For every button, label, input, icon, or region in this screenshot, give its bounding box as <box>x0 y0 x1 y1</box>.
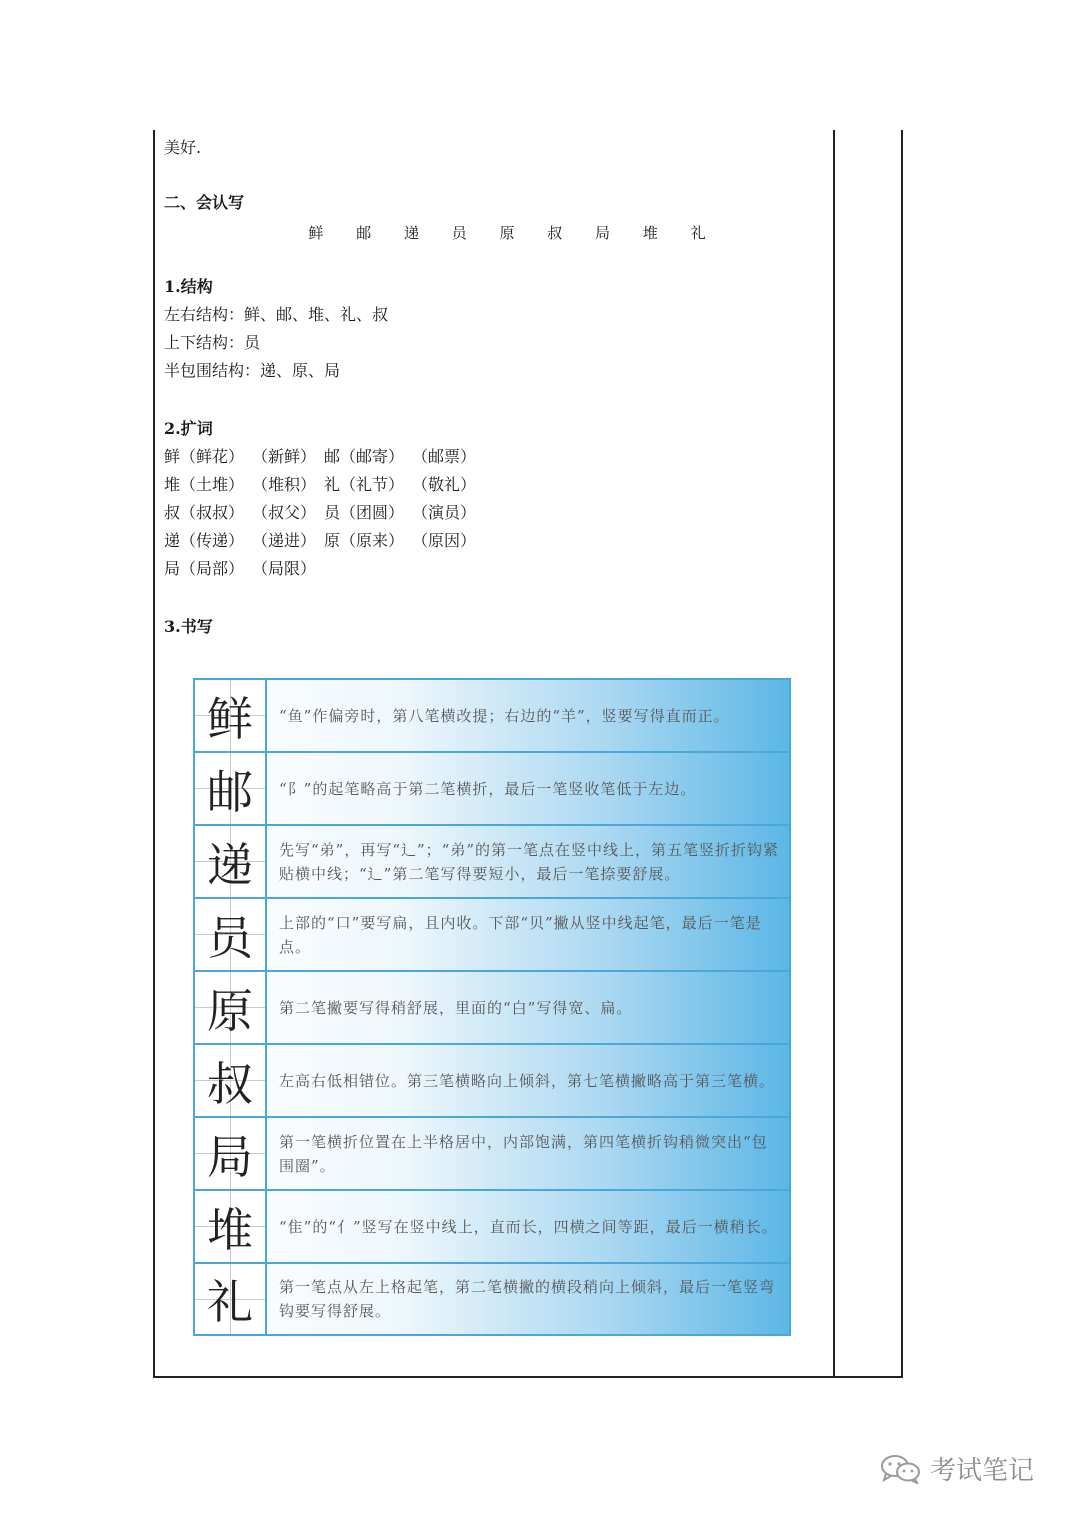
expand-cell: 堆（土堆） <box>164 475 245 494</box>
practice-grid-cell <box>195 1264 267 1334</box>
structure-heading: 1.结构 <box>164 277 213 296</box>
intro-tail-text: 美好. <box>164 138 202 157</box>
table-border-middle <box>833 130 835 1378</box>
table-border-left <box>153 130 155 1378</box>
writing-guide-row <box>195 753 789 826</box>
structure-top-bottom: 上下结构：员 <box>164 333 261 352</box>
expand-cell: （新鲜） <box>252 447 317 466</box>
expand-cell: （原因） <box>412 531 477 550</box>
writing-guide-row <box>195 1191 789 1264</box>
practice-grid-cell <box>195 753 267 824</box>
writing-guide-row <box>195 1045 789 1118</box>
practice-grid-cell <box>195 680 267 751</box>
practice-character: 礼 <box>207 1275 253 1329</box>
writing-guide-row <box>195 826 789 899</box>
writing-tip: 上部的“口”要写扁，且内收。下部“贝”撇从竖中线起笔，最后一笔是点。 <box>279 913 762 956</box>
writing-guide-row <box>195 1264 789 1334</box>
practice-grid-cell <box>195 826 267 897</box>
structure-half-enclosure: 半包围结构：递、原、局 <box>164 361 341 380</box>
writing-tip: 第一笔横折位置在上半格居中，内部饱满，第四笔横折钩稍微突出“包围圈”。 <box>279 1132 768 1175</box>
expand-cell: 原（原来） <box>324 531 405 550</box>
expand-cell: 递（传递） <box>164 531 245 550</box>
wechat-icon <box>880 1454 922 1484</box>
section-heading-recognize-write: 二、会认写 <box>164 193 245 212</box>
watermark <box>880 1450 1034 1487</box>
practice-character: 员 <box>207 910 253 965</box>
writing-guide-row <box>195 899 789 972</box>
expand-cell: 鲜（鲜花） <box>164 447 245 466</box>
writing-tip: “阝”的起笔略高于第二笔横折，最后一笔竖收笔低于左边。 <box>279 779 697 798</box>
writing-guide-row <box>195 1118 789 1191</box>
expand-cell: 局（局部） <box>164 559 245 578</box>
practice-grid-cell <box>195 1118 267 1189</box>
practice-grid-cell <box>195 972 267 1043</box>
writing-tip: “鱼”作偏旁时，第八笔横改提；右边的“羊”，竖要写得直而正。 <box>279 706 730 725</box>
table-border-right <box>901 130 903 1378</box>
character-list: 鲜 邮 递 员 原 叔 局 堆 礼 <box>308 224 720 242</box>
writing-guide-row <box>195 972 789 1045</box>
structure-left-right: 左右结构：鲜、邮、堆、礼、叔 <box>164 305 389 324</box>
practice-character: 邮 <box>207 764 253 819</box>
practice-grid-cell <box>195 1045 267 1116</box>
writing-tip: “隹”的“亻”竖写在竖中线上，直而长，四横之间等距，最后一横稍长。 <box>279 1217 778 1236</box>
expand-cell: （演员） <box>412 503 477 522</box>
writing-guide-row <box>195 680 789 753</box>
expand-cell: （局限） <box>252 559 317 578</box>
expand-cell: 邮（邮寄） <box>324 447 405 466</box>
watermark-text: 考试笔记 <box>930 1456 1035 1486</box>
writing-heading: 3.书写 <box>164 617 213 636</box>
writing-tip: 先写“弟”，再写“辶”；“弟”的第一笔点在竖中线上，第五笔竖折折钩紧贴横中线；“辶”第二笔写得要短小，最后一笔捺要舒展。 <box>279 840 780 883</box>
practice-character: 鲜 <box>207 691 253 746</box>
expand-cell: （堆积） <box>252 475 317 494</box>
expand-cell: 叔（叔叔） <box>164 503 245 522</box>
writing-tip: 第一笔点从左上格起笔，第二笔横撇的横段稍向上倾斜，最后一笔竖弯钩要写得舒展。 <box>279 1278 776 1320</box>
expand-cell: （递进） <box>252 531 317 550</box>
practice-character: 局 <box>207 1129 253 1184</box>
practice-character: 叔 <box>207 1056 253 1111</box>
practice-character: 堆 <box>207 1202 253 1257</box>
expand-words-heading: 2.扩词 <box>164 419 213 438</box>
writing-tip: 左高右低相错位。第三笔横略向上倾斜，第七笔横撇略高于第三笔横。 <box>279 1071 776 1090</box>
writing-tip: 第二笔撇要写得稍舒展，里面的“白”写得宽、扁。 <box>279 998 633 1017</box>
writing-guide-panel <box>193 678 791 1336</box>
practice-grid-cell <box>195 1191 267 1262</box>
practice-character: 原 <box>207 983 253 1038</box>
practice-grid-cell <box>195 899 267 970</box>
practice-character: 递 <box>207 837 253 892</box>
table-border-bottom <box>153 1376 903 1378</box>
expand-cell: （叔父） <box>252 503 317 522</box>
expand-cell: （邮票） <box>412 447 477 466</box>
expand-cell: 员（团圆） <box>324 503 405 522</box>
expand-cell: （敬礼） <box>412 475 477 494</box>
expand-cell: 礼（礼节） <box>324 475 405 494</box>
